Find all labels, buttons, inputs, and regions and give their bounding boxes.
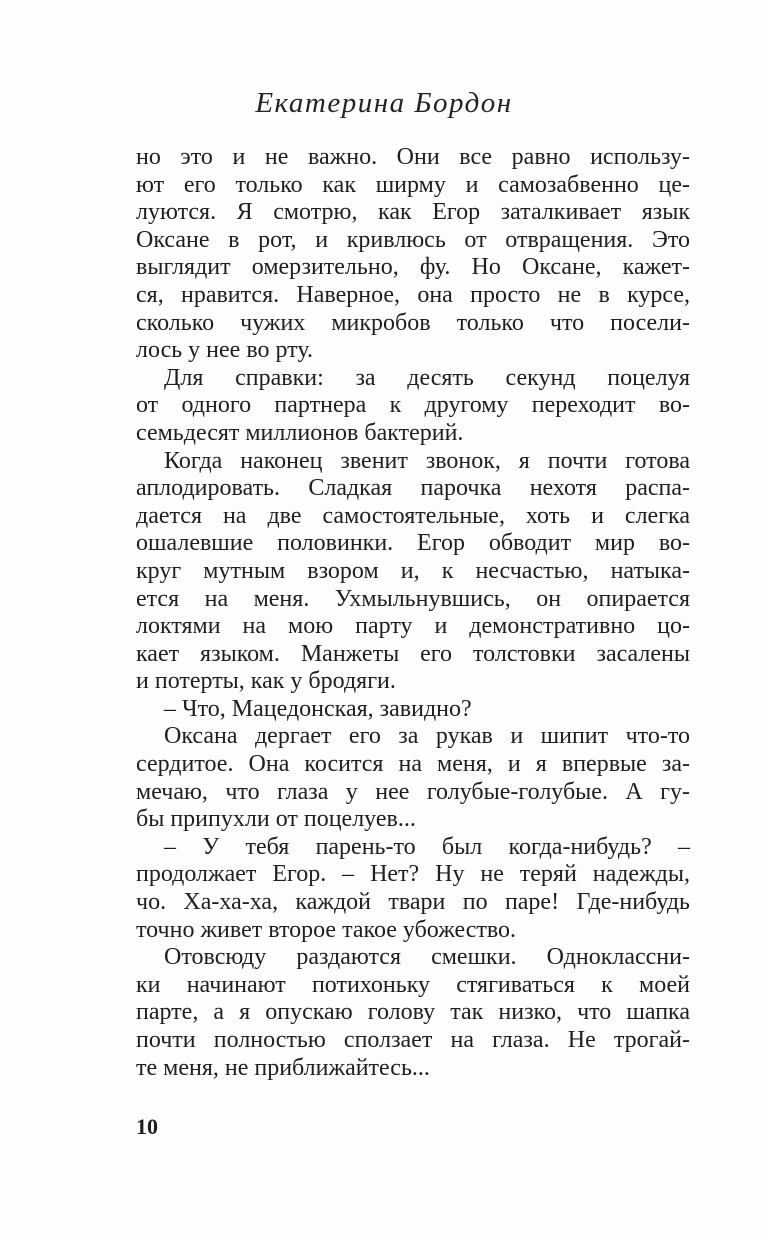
text-line: Оксана дергает его за рукав и шипит что-то — [164, 723, 690, 750]
text-line: мечаю, что глаза у нее голубые-голубые. А гу- — [136, 778, 690, 805]
text-line: локтями на мою парту и демонстративно цо- — [136, 613, 690, 640]
text-line: парте, а я опускаю голову так низко, что шапка — [136, 999, 690, 1026]
text-line: и потерты, как у бродяги. — [136, 668, 396, 695]
text-line: продолжает Егор. – Нет? Ну не теряй надежды, — [136, 861, 690, 888]
text-line: – У тебя парень-то был когда-нибудь? – — [164, 833, 690, 860]
text-line: ки начинают потихоньку стягиваться к моей — [136, 971, 690, 998]
text-line: сердитое. Она косится на меня, и я впервые за- — [136, 751, 690, 778]
text-line: Когда наконец звенит звонок, я почти готова — [164, 447, 690, 474]
text-line: точно живет второе такое убожество. — [136, 916, 517, 943]
text-line: чо. Ха-ха-ха, каждой твари по паре! Где-нибудь — [136, 889, 690, 916]
text-line: сколько чужих микробов только что посели- — [136, 309, 690, 336]
text-line: Отовсюду раздаются смешки. Одноклассни- — [164, 944, 690, 971]
paragraph — [136, 944, 690, 1082]
text-line: семьдесят миллионов бактерий. — [136, 419, 464, 446]
text-line: – Что, Мацедонская, завидно? — [164, 695, 472, 722]
text-line: ют его только как ширму и самозабвенно це- — [136, 171, 690, 198]
text-line: луются. Я смотрю, как Егор заталкивает язык — [136, 199, 690, 226]
paragraph — [136, 696, 690, 724]
body-text-block — [136, 144, 690, 1082]
text-line: почти полностью сползает на глаза. Не трогай- — [136, 1027, 690, 1053]
paragraph — [136, 448, 690, 696]
paragraph — [136, 144, 690, 365]
text-line: бы припухли от поцелуев... — [136, 806, 416, 833]
running-head-author: Екатерина Бордон — [255, 87, 513, 119]
text-line: дается на две самостоятельные, хоть и слегка — [136, 502, 690, 529]
text-line: ошалевшие половинки. Егор обводит мир во- — [136, 530, 690, 557]
text-line: аплодировать. Сладкая парочка нехотя распа- — [136, 475, 690, 502]
text-line: от одного партнера к другому переходит во- — [136, 392, 690, 419]
text-line: но это и не важно. Они все равно использу- — [136, 144, 690, 170]
text-line: ся, нравится. Наверное, она просто не в курсе, — [136, 281, 690, 308]
paragraph — [136, 834, 690, 944]
text-line: круг мутным взором и, к несчастью, натыка- — [136, 557, 690, 584]
paragraph — [136, 365, 690, 448]
page-number: 10 — [136, 1114, 158, 1139]
paragraph — [136, 723, 690, 833]
text-line: лось у нее во рту. — [136, 337, 313, 364]
text-line: Оксане в рот, и кривлюсь от отвращения. Это — [136, 226, 690, 253]
text-line: те меня, не приближайтесь... — [136, 1054, 430, 1081]
text-line: кает языком. Манжеты его толстовки засалены — [136, 640, 690, 667]
text-line: ется на меня. Ухмыльнувшись, он опирается — [136, 585, 690, 612]
text-line: Для справки: за десять секунд поцелуя — [164, 364, 690, 391]
text-line: выглядит омерзительно, фу. Но Оксане, кажет- — [136, 254, 690, 281]
